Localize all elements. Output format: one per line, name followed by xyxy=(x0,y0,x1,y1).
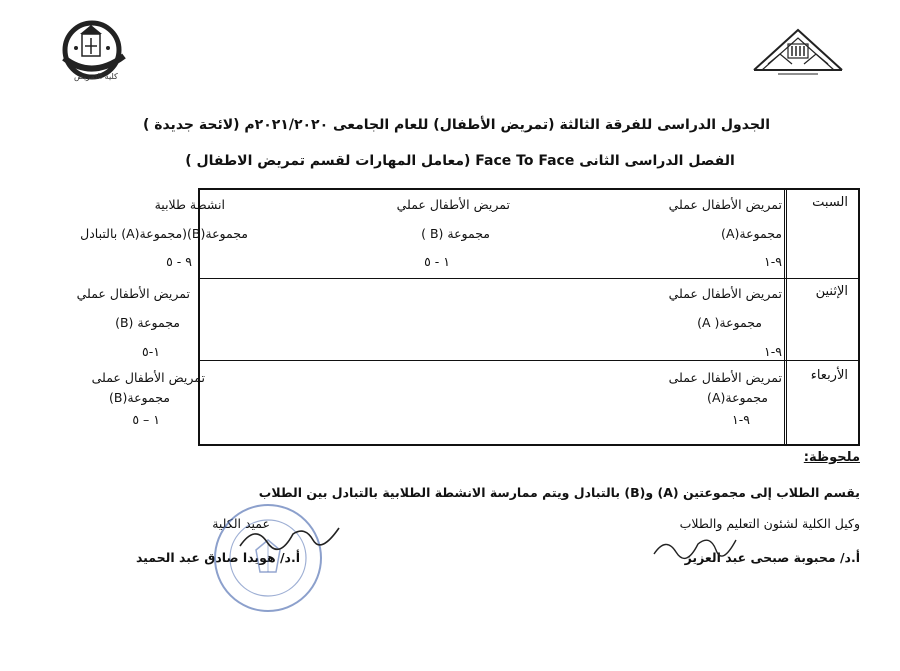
slot-group: مجموعة(B) xyxy=(109,390,170,405)
slot-group: مجموعة(A) xyxy=(721,226,782,241)
slot-time: ٩-١ xyxy=(732,412,750,427)
day-wednesday: الأربعاء xyxy=(810,368,848,383)
slot-group: مجموعة(A) xyxy=(707,390,768,405)
slot-group: مجموعة(B)(مجموعة(A) بالتبادل xyxy=(80,226,248,241)
slot-time: ١ - ٥ xyxy=(424,254,450,269)
slot-course: تمريض الأطفال عملى xyxy=(91,370,205,385)
row-divider xyxy=(200,360,858,361)
schedule-title: الجدول الدراسى للفرقة الثالثة (تمريض الأطفال) للعام الجامعى ٢٠٢١/٢٠٢٠م (لائحة جديدة ) xyxy=(142,117,770,133)
slot-course: انشطة طلابية xyxy=(154,197,225,212)
notes-label: ملحوظة: xyxy=(803,450,860,465)
notes-text: يقسم الطلاب إلى مجموعتين (A) و(B) بالتبادل ويتم ممارسة الانشطة الطلابية بالتبادل بين الطلاب xyxy=(258,485,860,500)
slot-time: ١-٥ xyxy=(142,344,160,359)
slot-group: مجموعة (B ) xyxy=(421,226,490,241)
day-saturday: السبت xyxy=(812,195,848,210)
day-monday: الإثنين xyxy=(815,284,848,299)
vice-dean-signature-icon xyxy=(650,530,740,564)
slot-course: تمريض الأطفال عملي xyxy=(396,197,510,212)
slot-time: ٩ - ٥ xyxy=(166,254,192,269)
row-divider xyxy=(200,278,858,279)
slot-course: تمريض الأطفال عملى xyxy=(668,370,782,385)
slot-time: ٩-١ xyxy=(764,254,782,269)
slot-course: تمريض الأطفال عملي xyxy=(668,197,782,212)
slot-group: مجموعة (B) xyxy=(115,315,180,330)
vice-dean-title: وكيل الكلية لشئون التعليم والطلاب xyxy=(679,516,860,531)
dean-signature-icon xyxy=(235,516,345,556)
schedule-table xyxy=(76,188,860,446)
slot-group: مجموعة( A) xyxy=(697,315,762,330)
day-column-divider xyxy=(784,190,787,444)
logo-caption: كلية التمريض xyxy=(74,72,118,81)
slot-time: ٩-١ xyxy=(764,344,782,359)
dean-name: أ.د/ هويدا صادق عبد الحميد xyxy=(135,550,300,565)
slot-time: ١ – ٥ xyxy=(132,412,160,427)
slot-course: تمريض الأطفال عملي xyxy=(76,286,190,301)
dean-title: عميد الكلية xyxy=(212,516,270,531)
university-logo-icon xyxy=(748,24,848,78)
slot-course: تمريض الأطفال عملي xyxy=(668,286,782,301)
semester-subtitle: الفصل الدراسى الثانى Face To Face (معامل المهارات لقسم تمريض الاطفال ) xyxy=(185,153,735,169)
vice-dean-name: أ.د/ محبوبة صبحى عبد العزيز xyxy=(684,550,860,565)
